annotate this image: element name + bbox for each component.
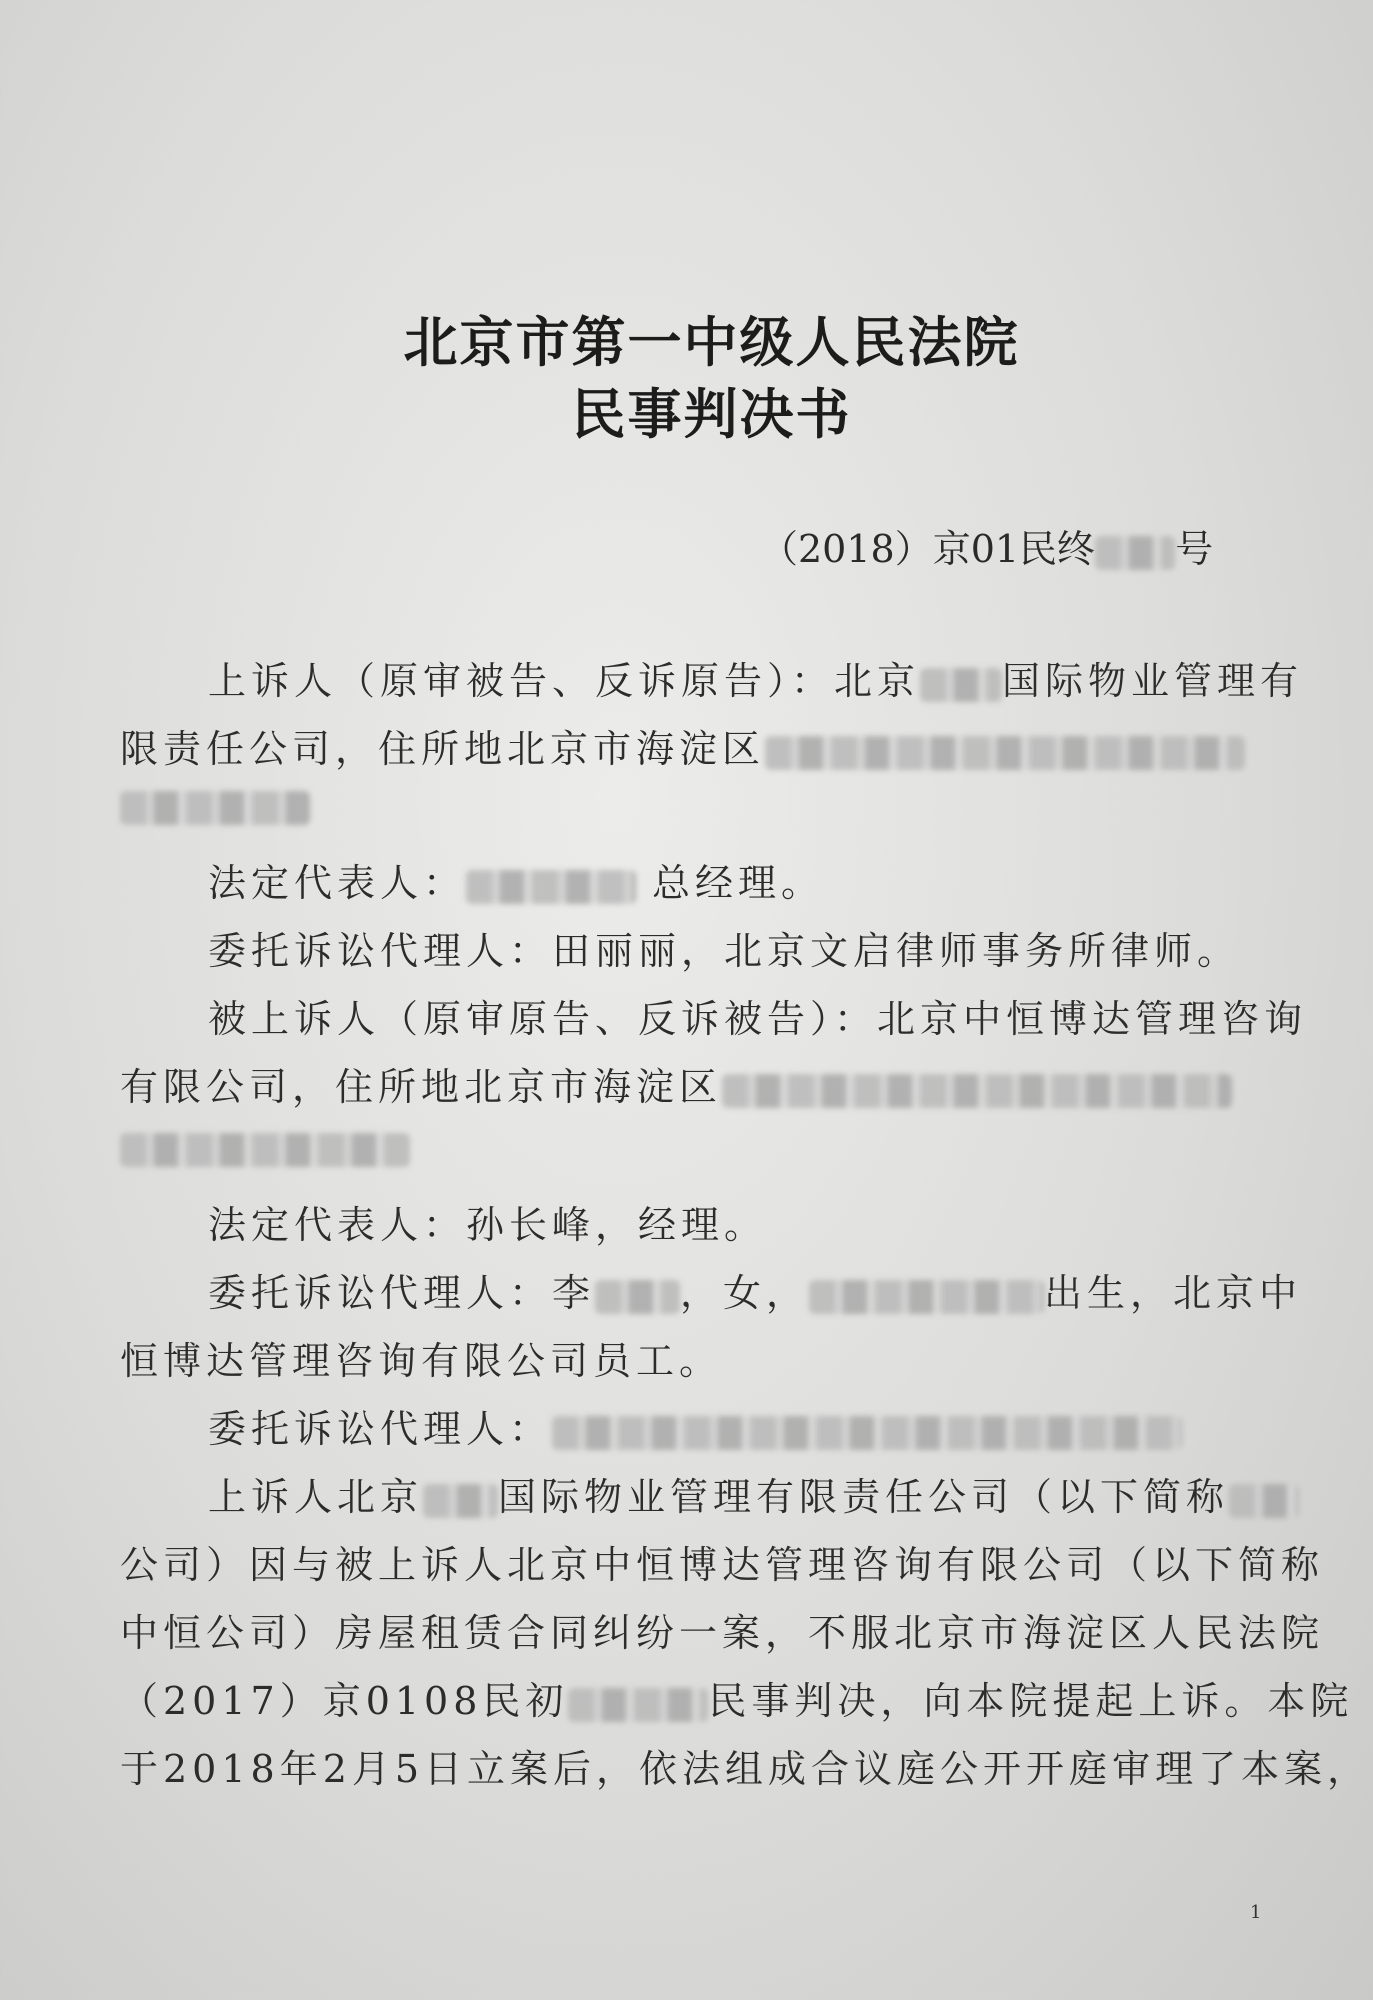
redacted-block — [466, 870, 636, 904]
appellant-legal-rep: 法定代表人： 总经理。 — [208, 861, 825, 905]
appellee-agent-2: 委托诉讼代理人： — [208, 1398, 1182, 1453]
appellant-address-line: 限责任公司，住所地北京市海淀区 — [120, 718, 1245, 773]
body-line: （2017）京0108民初 民事判决，向本院提起上诉。本院 — [120, 1679, 1354, 1723]
appellee-agent-1: 委托诉讼代理人：李 ，女， 出生，北京中 — [208, 1271, 1303, 1315]
redacted-block — [595, 1280, 680, 1314]
appellee-address-cont — [120, 1124, 410, 1168]
body-line: 上诉人北京 国际物业管理有限责任公司（以下简称 — [208, 1466, 1299, 1521]
body-line: 公司）因与被上诉人北京中恒博达管理咨询有限公司（以下简称 — [120, 1543, 1325, 1587]
document-title: 民事判决书 — [571, 383, 852, 446]
appellant-line: 上诉人（原审被告、反诉原告）：北京 国际物业管理有 — [208, 659, 1304, 703]
appellant-address-cont — [120, 782, 310, 826]
redacted-block — [765, 736, 1245, 770]
redacted-block — [552, 1416, 1182, 1450]
appellant-agent: 委托诉讼代理人：田丽丽，北京文启律师事务所律师。 — [208, 929, 1241, 973]
redacted-block — [568, 1688, 708, 1722]
redacted-block — [722, 1074, 1232, 1108]
redacted-block — [1229, 1484, 1299, 1518]
body-line: 于2018年2月5日立案后，依法组成合议庭公开开庭审理了本案， — [120, 1747, 1371, 1791]
page-number: 1 — [1250, 1902, 1262, 1923]
redacted-block — [809, 1280, 1044, 1314]
redacted-block — [120, 791, 310, 825]
redacted-block — [120, 1133, 410, 1167]
appellee-legal-rep: 法定代表人：孙长峰，经理。 — [208, 1203, 768, 1247]
appellee-agent-1-cont: 恒博达管理咨询有限公司员工。 — [120, 1339, 723, 1383]
redacted-block — [423, 1484, 498, 1518]
case-number — [760, 518, 1213, 573]
case-number-prefix: （2018）京01民终 — [760, 527, 1096, 571]
redacted-block — [920, 668, 1002, 702]
appellee-address-line: 有限公司，住所地北京市海淀区 — [120, 1056, 1232, 1111]
case-number-suffix: 号 — [1175, 527, 1214, 571]
appellee-line: 被上诉人（原审原告、反诉被告）：北京中恒博达管理咨询 — [208, 997, 1308, 1041]
body-line: 中恒公司）房屋租赁合同纠纷一案，不服北京市海淀区人民法院 — [120, 1611, 1325, 1655]
redacted-block — [1095, 536, 1175, 570]
court-name: 北京市第一中级人民法院 — [403, 311, 1020, 374]
